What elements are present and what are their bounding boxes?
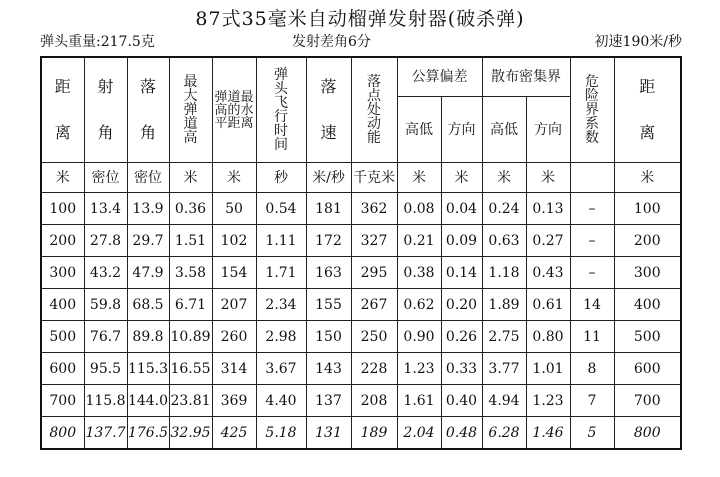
header-dispersion: 散布密集界 bbox=[482, 57, 570, 97]
table-cell: 700 bbox=[41, 385, 84, 417]
table-cell: 137.7 bbox=[84, 417, 127, 450]
unit-cell: 千克米 bbox=[351, 163, 397, 193]
table-row bbox=[41, 225, 681, 257]
table-row bbox=[41, 193, 681, 225]
table-cell: 0.40 bbox=[441, 385, 482, 417]
table-cell: 76.7 bbox=[84, 321, 127, 353]
table-cell: 181 bbox=[306, 193, 351, 225]
table-cell: 7 bbox=[570, 385, 614, 417]
firing-deviation: 发射差角6分 bbox=[292, 34, 371, 50]
table-cell: 5 bbox=[570, 417, 614, 450]
table-cell: 11 bbox=[570, 321, 614, 353]
table-cell: 0.90 bbox=[397, 321, 441, 353]
table-cell: 600 bbox=[41, 353, 84, 385]
header-flight-time: 弹 头 飞 行 时 间 bbox=[256, 57, 306, 163]
table-cell: 250 bbox=[351, 321, 397, 353]
table-cell: 2.04 bbox=[397, 417, 441, 450]
muzzle-velocity: 初速190米/秒 bbox=[594, 34, 682, 50]
table-cell: 400 bbox=[41, 289, 84, 321]
table-cell: 0.62 bbox=[397, 289, 441, 321]
table-cell: 500 bbox=[614, 321, 681, 353]
unit-cell: 密位 bbox=[84, 163, 127, 193]
header-sub-height-2: 高低 bbox=[482, 97, 526, 163]
table-cell: 1.89 bbox=[482, 289, 526, 321]
table-cell: 0.36 bbox=[169, 193, 212, 225]
table-cell: 2.75 bbox=[482, 321, 526, 353]
header-sub-direction: 方向 bbox=[441, 97, 482, 163]
table-cell: 260 bbox=[212, 321, 256, 353]
table-cell: 0.54 bbox=[256, 193, 306, 225]
table-cell: 800 bbox=[614, 417, 681, 450]
units-row bbox=[41, 163, 681, 193]
table-cell: 2.98 bbox=[256, 321, 306, 353]
table-cell: 27.8 bbox=[84, 225, 127, 257]
table-cell: 32.95 bbox=[169, 417, 212, 450]
table-cell: 295 bbox=[351, 257, 397, 289]
table-cell: 68.5 bbox=[127, 289, 169, 321]
table-cell: 23.81 bbox=[169, 385, 212, 417]
table-cell: 228 bbox=[351, 353, 397, 385]
unit-cell: 米 bbox=[169, 163, 212, 193]
table-cell: 0.33 bbox=[441, 353, 482, 385]
table-cell: 115.3 bbox=[127, 353, 169, 385]
table-cell: 155 bbox=[306, 289, 351, 321]
table-cell: 200 bbox=[614, 225, 681, 257]
table-cell: 10.89 bbox=[169, 321, 212, 353]
table-cell: 327 bbox=[351, 225, 397, 257]
header-sub-direction-2: 方向 bbox=[526, 97, 570, 163]
table-cell: 6.28 bbox=[482, 417, 526, 450]
table-cell: 0.24 bbox=[482, 193, 526, 225]
table-cell: 0.80 bbox=[526, 321, 570, 353]
table-cell: 0.08 bbox=[397, 193, 441, 225]
table-cell: 115.8 bbox=[84, 385, 127, 417]
table-cell: 0.61 bbox=[526, 289, 570, 321]
header-fall-speed: 落 速 bbox=[306, 57, 351, 163]
table-cell: 154 bbox=[212, 257, 256, 289]
table-cell: 50 bbox=[212, 193, 256, 225]
table-cell: 16.55 bbox=[169, 353, 212, 385]
table-cell: 144.0 bbox=[127, 385, 169, 417]
table-cell: 137 bbox=[306, 385, 351, 417]
table-cell: 0.04 bbox=[441, 193, 482, 225]
table-cell: 95.5 bbox=[84, 353, 127, 385]
table-cell: 6.71 bbox=[169, 289, 212, 321]
table-cell: 176.5 bbox=[127, 417, 169, 450]
table-cell: 89.8 bbox=[127, 321, 169, 353]
unit-cell: 米 bbox=[212, 163, 256, 193]
table-cell: 1.61 bbox=[397, 385, 441, 417]
table-cell: 5.18 bbox=[256, 417, 306, 450]
unit-cell: 密位 bbox=[127, 163, 169, 193]
table-cell: 3.67 bbox=[256, 353, 306, 385]
table-cell: 0.63 bbox=[482, 225, 526, 257]
unit-cell: 米 bbox=[397, 163, 441, 193]
table-cell: 1.46 bbox=[526, 417, 570, 450]
table-cell: 362 bbox=[351, 193, 397, 225]
table-cell: 0.09 bbox=[441, 225, 482, 257]
header-formula-deviation: 公算偏差 bbox=[397, 57, 482, 97]
table-cell: 100 bbox=[41, 193, 84, 225]
table-cell: 800 bbox=[41, 417, 84, 450]
table-cell: 1.51 bbox=[169, 225, 212, 257]
table-cell: 600 bbox=[614, 353, 681, 385]
table-row bbox=[41, 289, 681, 321]
table-cell: 0.20 bbox=[441, 289, 482, 321]
unit-cell: 米 bbox=[441, 163, 482, 193]
table-cell: 1.23 bbox=[397, 353, 441, 385]
table-cell: 500 bbox=[41, 321, 84, 353]
unit-cell: 米 bbox=[482, 163, 526, 193]
header-range: 距 离 bbox=[41, 57, 84, 163]
table-cell: 14 bbox=[570, 289, 614, 321]
header-danger-coefficient: 危 险 界 系 数 bbox=[570, 57, 614, 163]
table-cell: 1.11 bbox=[256, 225, 306, 257]
table-cell: 47.9 bbox=[127, 257, 169, 289]
table-cell: 369 bbox=[212, 385, 256, 417]
table-cell: 0.27 bbox=[526, 225, 570, 257]
table-cell: 0.13 bbox=[526, 193, 570, 225]
table-cell: 314 bbox=[212, 353, 256, 385]
table-cell: 102 bbox=[212, 225, 256, 257]
header-max-height-distance: 弹道最高的水平距离 bbox=[212, 57, 256, 163]
table-cell: 29.7 bbox=[127, 225, 169, 257]
table-cell: 0.38 bbox=[397, 257, 441, 289]
header-impact-energy: 落 点 处 动 能 bbox=[351, 57, 397, 163]
table-cell: 43.2 bbox=[84, 257, 127, 289]
header-max-height: 最 大 弹 道 高 bbox=[169, 57, 212, 163]
unit-cell: 米 bbox=[41, 163, 84, 193]
table-cell: 4.40 bbox=[256, 385, 306, 417]
table-cell: 0.43 bbox=[526, 257, 570, 289]
table-cell: 1.18 bbox=[482, 257, 526, 289]
table-row bbox=[41, 385, 681, 417]
table-cell: 207 bbox=[212, 289, 256, 321]
table-cell: 1.01 bbox=[526, 353, 570, 385]
document-title: 87式35毫米自动榴弹发射器(破杀弹) bbox=[195, 8, 525, 30]
table-cell: 150 bbox=[306, 321, 351, 353]
table-cell: 13.9 bbox=[127, 193, 169, 225]
table-cell: 2.34 bbox=[256, 289, 306, 321]
header-fire-angle: 射 角 bbox=[84, 57, 127, 163]
unit-cell: 米 bbox=[614, 163, 681, 193]
table-cell: 0.26 bbox=[441, 321, 482, 353]
table-cell: 200 bbox=[41, 225, 84, 257]
table-cell: 700 bbox=[614, 385, 681, 417]
table-cell: 4.94 bbox=[482, 385, 526, 417]
table-row bbox=[41, 257, 681, 289]
table-cell: 3.58 bbox=[169, 257, 212, 289]
table-cell: 300 bbox=[614, 257, 681, 289]
table-cell: 1.23 bbox=[526, 385, 570, 417]
table-cell: 400 bbox=[614, 289, 681, 321]
table-cell: 143 bbox=[306, 353, 351, 385]
table-cell: 0.21 bbox=[397, 225, 441, 257]
table-cell: 100 bbox=[614, 193, 681, 225]
table-row bbox=[41, 321, 681, 353]
header-sub-height: 高低 bbox=[397, 97, 441, 163]
table-cell: 1.71 bbox=[256, 257, 306, 289]
table-cell: 131 bbox=[306, 417, 351, 450]
table-cell: 172 bbox=[306, 225, 351, 257]
table-cell: 163 bbox=[306, 257, 351, 289]
warhead-weight: 弹头重量:217.5克 bbox=[40, 34, 155, 50]
unit-cell: 米/秒 bbox=[306, 163, 351, 193]
table-cell: 267 bbox=[351, 289, 397, 321]
table-cell: 59.8 bbox=[84, 289, 127, 321]
unit-cell: 米 bbox=[526, 163, 570, 193]
header-range-right: 距 离 bbox=[614, 57, 681, 163]
table-cell: – bbox=[570, 257, 614, 289]
unit-cell: 秒 bbox=[256, 163, 306, 193]
table-cell: 3.77 bbox=[482, 353, 526, 385]
table-cell: 300 bbox=[41, 257, 84, 289]
table-body bbox=[41, 193, 681, 450]
table-row bbox=[41, 417, 681, 450]
table-cell: – bbox=[570, 225, 614, 257]
table-cell: 425 bbox=[212, 417, 256, 450]
table-cell: 208 bbox=[351, 385, 397, 417]
table-cell: 189 bbox=[351, 417, 397, 450]
unit-cell bbox=[570, 163, 614, 193]
table-cell: 13.4 bbox=[84, 193, 127, 225]
table-row bbox=[41, 353, 681, 385]
header-fall-angle: 落 角 bbox=[127, 57, 169, 163]
table-cell: 0.48 bbox=[441, 417, 482, 450]
table-cell: – bbox=[570, 193, 614, 225]
table-cell: 8 bbox=[570, 353, 614, 385]
table-cell: 0.14 bbox=[441, 257, 482, 289]
firing-table bbox=[40, 56, 682, 450]
